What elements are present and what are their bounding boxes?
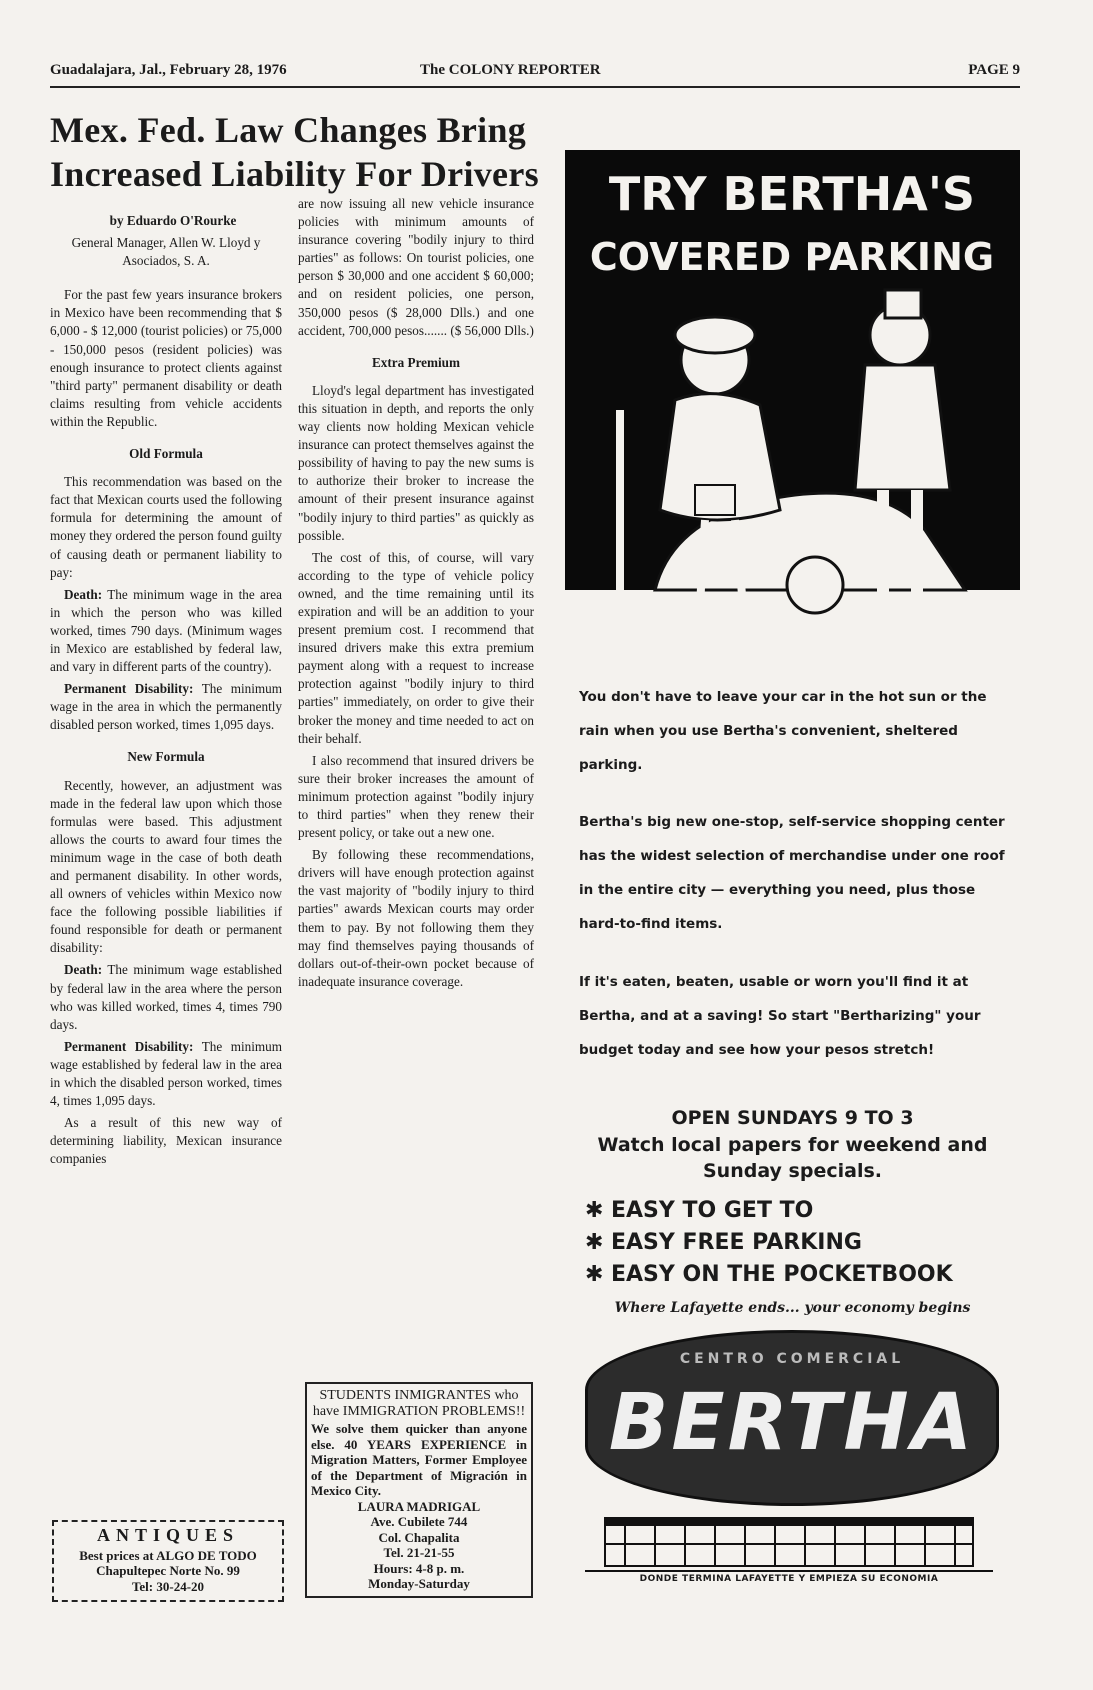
label-death: Death:: [64, 962, 103, 978]
ad-footer: DONDE TERMINA LAFAYETTE Y EMPIEZA SU ECONOMIA: [585, 1570, 993, 1584]
easy-list: [585, 1195, 953, 1291]
bertha-advertisement: [565, 150, 1020, 1590]
page-header: [50, 60, 1020, 88]
art-title-2: COVERED PARKING: [589, 235, 995, 279]
sign-top-text: CENTRO COMERCIAL: [679, 1351, 905, 1367]
antiques-ad: [52, 1520, 284, 1602]
subheading-new-formula: New Formula: [127, 749, 205, 765]
star-icon: ✱: [585, 1198, 604, 1223]
antiques-title: ANTIQUES: [96, 1525, 240, 1545]
paragraph: Lloyd's legal department has investigated this situation in depth, and reports the only way clients now holding Mexican vehicle insurance can protect themselves against the possibility of having to pay the new sums is to authorize their broker to increase the amount of their present insurance against "bodily injury to third parties" as quickly as possible.: [298, 382, 534, 543]
headline-line-1: Mex. Fed. Law Changes Bring: [50, 110, 527, 150]
paragraph: [50, 1038, 282, 1110]
headline-line-2: Increased Liability For Drivers: [50, 154, 539, 194]
paragraph: For the past few years insurance brokers in Mexico have been recommending that $ 6,000 - $ 12,000 (tourist policies) or 75,000 - 150,000 pesos (resident policies) was enough insurance to protect clients against "third party" permanent disability or death claims resulting from vehicle accidents within the Republic.: [50, 287, 282, 429]
byline: by Eduardo O'Rourke: [109, 213, 237, 228]
label-permanent-disability: Permanent Disability:: [64, 681, 194, 697]
antiques-line: Best prices at ALGO DE TODO: [79, 1547, 257, 1563]
page-number: PAGE 9: [968, 62, 1020, 78]
easy-item-text: EASY FREE PARKING: [611, 1230, 862, 1255]
dateline: Guadalajara, Jal., February 28, 1976: [50, 62, 287, 78]
paragraph: Recently, however, an adjustment was made in the federal law upon which those formulas were based. This adjustment allows the courts to award four times the minimum wage in the case of both death and permanent disability. In other words, all owners of vehicles within Mexico now face the following possible liabilities if found responsible for death or permanent disability:: [50, 777, 282, 956]
subheading-old-formula: Old Formula: [129, 446, 203, 462]
antiques-line: Chapultepec Norte No. 99: [96, 1563, 240, 1578]
paragraph-text: The minimum wage established by federal law in the area where the person who was killed worked, times 4, times 790 days.: [50, 962, 282, 1032]
paragraph: I also recommend that insured drivers be sure their broker increases the amount of minimum protection against "bodily injury to third parties" when they renew their present policy, or take out a new one.: [298, 752, 534, 841]
ad-text-shopping-center: Bertha's big new one-stop, self-service shopping center has the widest selection of merchandise under one roof in the entire city — everything you need, plus those hard-to-find items.: [579, 814, 1005, 932]
paragraph: are now issuing all new vehicle insurance policies with minimum amounts of insurance covering "bodily injury to third parties" as follows: On tourist policies, one person $ 30,000 and one accident $ 60,000; and on resident policies, one person, 350,000 pesos ($ 28,000 Dlls.) and one accident, 700,000 pesos....... ($ 56,000 Dlls.): [298, 196, 534, 338]
immigration-line: Tel. 21-21-55: [383, 1545, 455, 1560]
ad-text-sheltered-parking: You don't have to leave your car in the hot sun or the rain when you use Bertha's convenient, sheltered parking.: [579, 689, 987, 773]
immigration-line: We solve them quicker than anyone else. 40 YEARS EXPERIENCE in Migration Matters, Former Employee of the Department of Migración in Mexico City.: [311, 1421, 527, 1498]
easy-item: [585, 1227, 953, 1259]
immigration-line: Ave. Cubilete 744: [370, 1514, 468, 1529]
paragraph: By following these recommendations, drivers will have enough protection against the vast majority of "bodily injury to third parties" awards Mexican courts may order them to pay. By not following them they may find themselves paying thousands of dollars out-of-their-own pocket because of inadequate insurance coverage.: [298, 847, 534, 989]
article-column-1: [50, 212, 282, 1173]
star-icon: ✱: [585, 1230, 604, 1255]
immigration-line: STUDENTS INMIGRANTES who have IMMIGRATION PROBLEMS!!: [312, 1388, 526, 1419]
building-icon: [585, 1508, 993, 1568]
paragraph: The cost of this, of course, will vary according to the type of vehicle policy owned, and the time remaining until its expiration and will be an addition to your present premium cost. I recommend that insured drivers make this extra premium payment along with a request to increase protection against "bodily injury to third parties" immediately, on order to give their broker the money and time needed to act on their behalf.: [298, 549, 534, 746]
label-permanent-disability: Permanent Disability:: [64, 1038, 194, 1054]
ad-slogan: Where Lafayette ends... your economy begins: [614, 1300, 971, 1316]
label-death: Death:: [64, 586, 103, 602]
antiques-line: Tel: 30-24-20: [131, 1578, 205, 1594]
immigration-line: Hours: 4-8 p. m.: [373, 1560, 465, 1576]
paragraph: This recommendation was based on the fact that Mexican courts used the following formula for determining the amount of money they ordered the person found guilty of causing death or permanent liability to pay:: [50, 474, 282, 580]
immigration-line: Monday-Saturday: [368, 1576, 470, 1591]
easy-item-text: EASY TO GET TO: [611, 1198, 814, 1223]
easy-item: [585, 1195, 953, 1227]
paragraph: [50, 586, 282, 676]
immigration-line: Col. Chapalita: [378, 1529, 460, 1545]
headline: [50, 108, 540, 196]
subheading-extra-premium: Extra Premium: [371, 354, 461, 370]
ad-text-bertharizing: If it's eaten, beaten, usable or worn you'll find it at Bertha, and at a saving! So start "Bertharizing" your budget today and see how your pesos stretch!: [579, 974, 981, 1058]
paragraph-text: The minimum wage in the area in which the person who was killed worked, times 790 days. (Minimum wages in Mexico are established by federal law, and vary in different parts of the country).: [50, 586, 283, 675]
immigration-ad: [305, 1382, 533, 1598]
easy-item: [585, 1259, 953, 1291]
paragraph: [50, 961, 282, 1033]
sign-name: BERTHA: [608, 1378, 976, 1468]
paragraph-text: The minimum wage in the area in which the permanently disabled person worked, times 1,095 days.: [50, 681, 283, 733]
paragraph: As a result of this new way of determining liability, Mexican insurance companies: [50, 1115, 282, 1167]
article-column-2: [298, 195, 534, 995]
parking-illustration: [565, 150, 1020, 655]
paragraph: [50, 680, 282, 734]
illustration-svg: [565, 150, 1020, 655]
easy-item-text: EASY ON THE POCKETBOOK: [611, 1262, 953, 1287]
newspaper-name: The COLONY REPORTER: [420, 62, 601, 78]
bertha-sign: [585, 1330, 999, 1506]
ad-weekend-specials: Watch local papers for weekend and Sunday specials.: [597, 1134, 988, 1182]
paragraph-text: The minimum wage established by federal law in the area in which the disabled person worked, times 4, times 1,095 days.: [50, 1038, 283, 1109]
immigration-line: LAURA MADRIGAL: [357, 1498, 481, 1514]
art-title-1: TRY BERTHA'S: [608, 167, 976, 221]
star-icon: ✱: [585, 1262, 604, 1287]
ad-open-sundays: OPEN SUNDAYS 9 TO 3: [671, 1107, 914, 1129]
affiliation: General Manager, Allen W. Lloyd y Asociados, S. A.: [71, 235, 261, 269]
